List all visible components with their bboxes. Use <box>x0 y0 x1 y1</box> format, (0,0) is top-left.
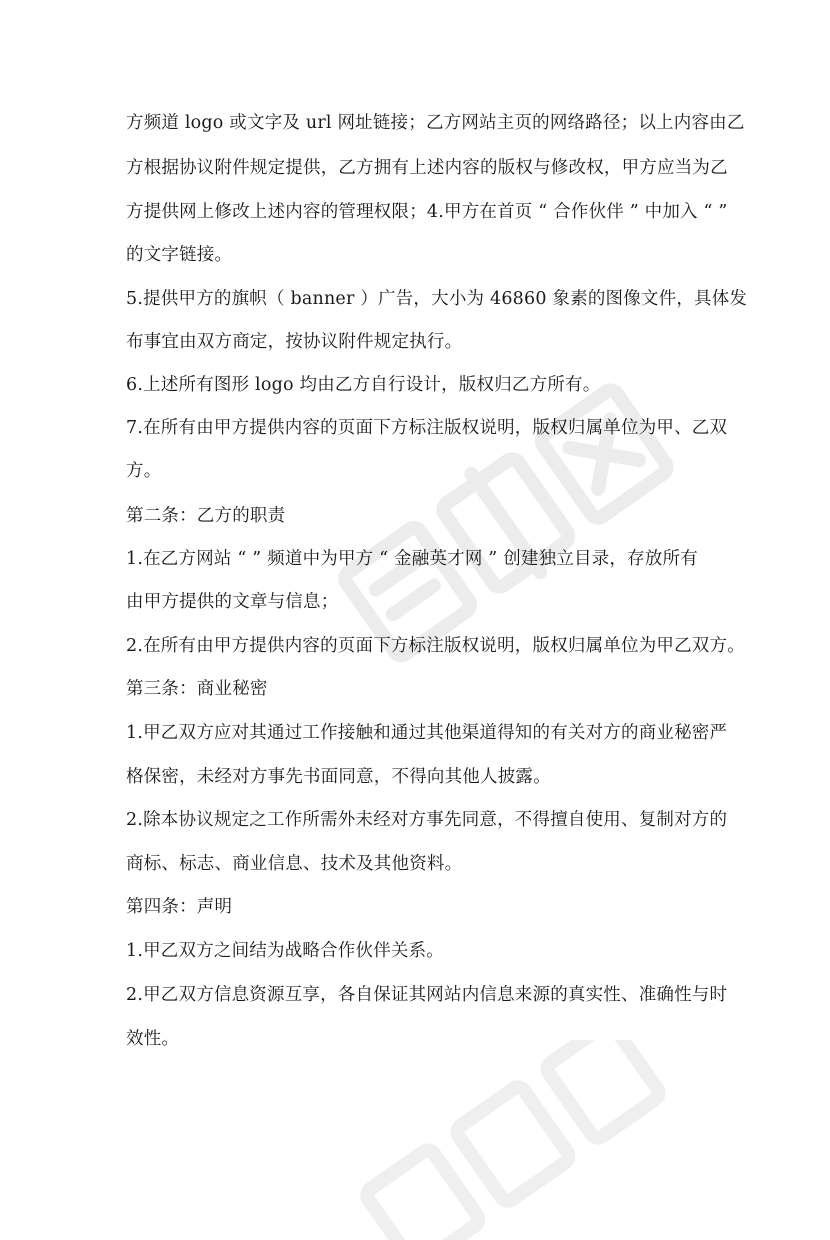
text-line: 方频道 logo 或文字及 url 网址链接；乙方网站主页的网络路径；以上内容由乙 <box>126 113 745 133</box>
text-line: 2.在所有由甲方提供内容的页面下方标注版权说明，版权归属单位为甲乙双方。 <box>126 636 745 656</box>
text-line: 布事宜由双方商定，按协议附件规定执行。 <box>126 332 463 352</box>
text-line: 格保密，未经对方事先书面同意，不得向其他人披露。 <box>126 767 551 787</box>
text-line: 方提供网上修改上述内容的管理权限；4.甲方在首页 “ 合作伙伴 ” 中加入 “ ” <box>126 202 728 222</box>
text-line: 方。 <box>126 461 162 481</box>
text-line: 6.上述所有图形 logo 均由乙方自行设计，版权归乙方所有。 <box>126 375 601 395</box>
text-line: 商标、标志、商业信息、技术及其他资料。 <box>126 854 463 874</box>
text-line: 7.在所有由甲方提供内容的页面下方标注版权说明，版权归属单位为甲、乙双 <box>126 418 728 438</box>
text-line: 2.甲乙双方信息资源互享，各自保证其网站内信息来源的真实性、准确性与时 <box>126 985 728 1005</box>
text-line: 1.甲乙双方之间结为战略合作伙伴关系。 <box>126 941 444 961</box>
watermark-graphic <box>300 360 720 680</box>
watermark-graphic-bottom <box>300 1040 720 1240</box>
text-line: 5.提供甲方的旗帜（ banner ）广告，大小为 46860 象素的图像文件，具体发 <box>126 289 748 309</box>
text-line: 的文字链接。 <box>126 245 233 265</box>
text-line: 2.除本协议规定之工作所需外未经对方事先同意，不得擅自使用、复制对方的 <box>126 810 728 830</box>
text-line: 1.在乙方网站 “ ” 频道中为甲方 “ 金融英才网 ” 创建独立目录，存放所有 <box>126 549 698 569</box>
section-heading: 第三条：商业秘密 <box>126 679 268 699</box>
section-heading: 第二条：乙方的职责 <box>126 506 286 526</box>
text-line: 方根据协议附件规定提供，乙方拥有上述内容的版权与修改权，甲方应当为乙 <box>126 158 728 178</box>
section-heading: 第四条：声明 <box>126 897 233 917</box>
text-line: 效性。 <box>126 1029 180 1049</box>
text-line: 1.甲乙双方应对其通过工作接触和通过其他渠道得知的有关对方的商业秘密严 <box>126 723 728 743</box>
text-line: 由甲方提供的文章与信息； <box>126 592 339 612</box>
